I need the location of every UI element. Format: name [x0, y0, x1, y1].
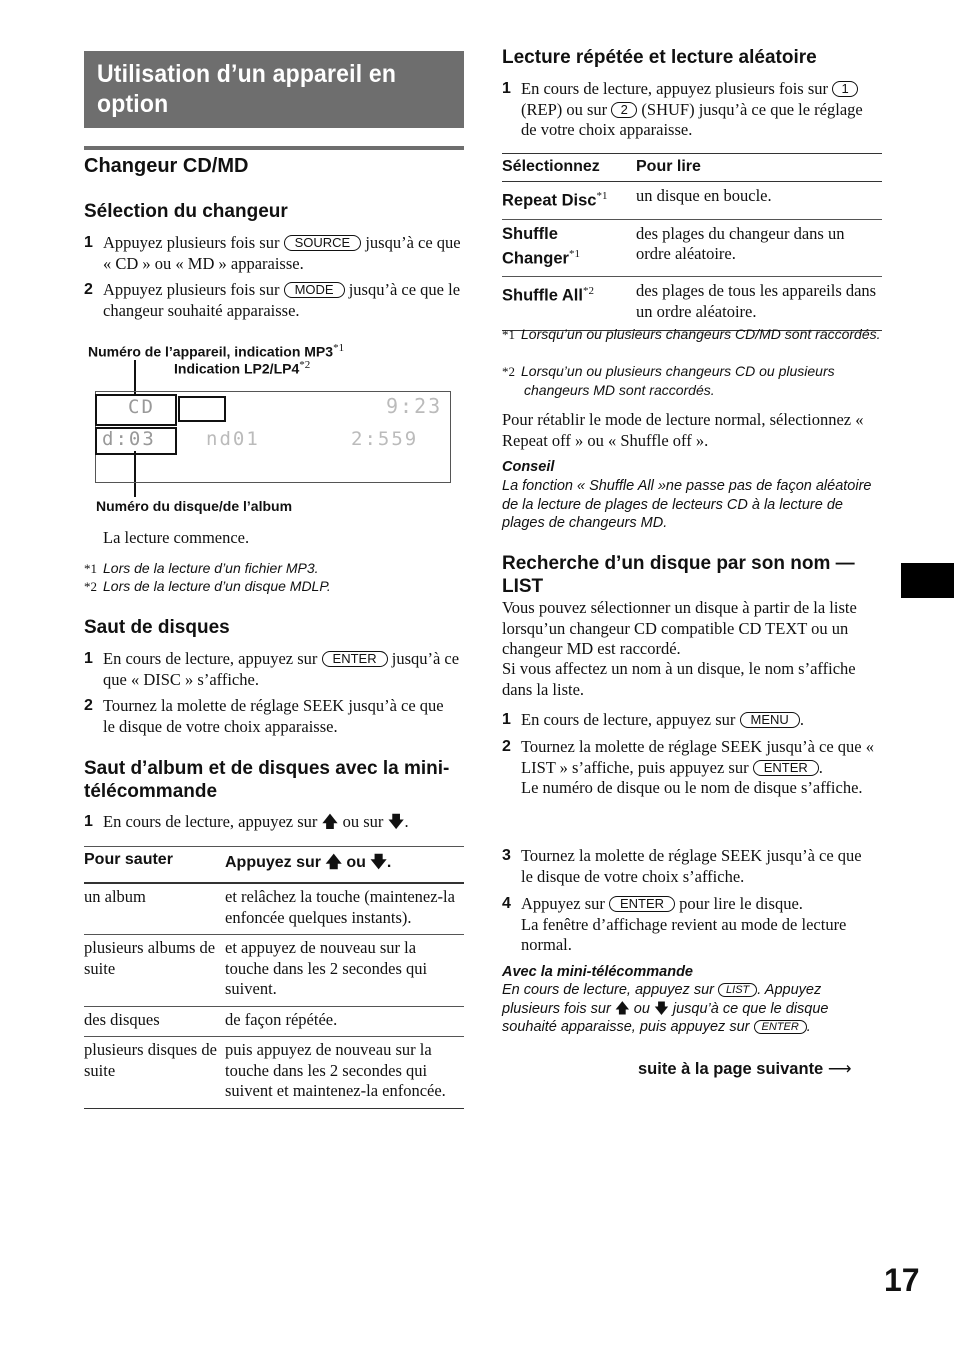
continued-text: suite à la page suivante ⟶ — [638, 1060, 852, 1078]
enter-key: ENTER — [753, 760, 819, 776]
page-number: 17 — [884, 1262, 920, 1298]
footnote-mdlp: *2 Lors de la lecture d’un disque MDLP. — [84, 578, 331, 594]
key-2: 2 — [611, 102, 637, 118]
heading-repeat-shuffle: Lecture répétée et lecture aléatoire — [502, 47, 817, 68]
table-header-row: Sélectionnez Pour lire — [502, 154, 882, 182]
heading-saut-album: Saut d’album et de disques avec la mini-télécommande — [84, 758, 450, 802]
arrow-up-icon: 🡅 — [614, 1000, 630, 1017]
playback-starts-text: La lecture commence. — [103, 528, 250, 547]
tip-heading: Conseil — [502, 459, 555, 475]
source-key: SOURCE — [284, 235, 362, 251]
heading-selection: Sélection du changeur — [84, 201, 288, 222]
lcd-lp-box — [178, 396, 226, 422]
arrow-down-icon: 🡇 — [370, 854, 387, 871]
lcd-label-lp: Indication LP2/LP4$^{*2}$ — [174, 359, 311, 377]
arrow-up-icon: 🡅 — [321, 812, 339, 831]
lcd-source: CD — [128, 396, 155, 418]
normal-mode-text: Pour rétablir le mode de lecture normal, sélectionnez « Repeat off » ou « Shuffle off ». — [502, 410, 864, 450]
leader-line — [134, 360, 136, 394]
lcd-label-disc-number: Numéro du disque/de l’album — [96, 498, 293, 514]
table-header-row: Pour sauter Appuyez sur 🡅 ou 🡇. — [84, 847, 464, 884]
remote-heading: Avec la mini-télécommande — [502, 964, 693, 980]
enter-key: ENTER — [609, 896, 675, 912]
chapter-tab-marker — [901, 563, 954, 598]
arrow-down-icon: 🡇 — [653, 1000, 669, 1017]
menu-key: MENU — [740, 712, 800, 728]
list-key: LIST — [718, 983, 757, 997]
table-row: plusieurs albums de suite et appuyez de nouveau sur la touche dans les 2 secondes qui suivent. — [84, 935, 464, 1007]
mode-key: MODE — [284, 282, 345, 298]
enter-key: ENTER — [322, 651, 388, 667]
lcd-disc: d:03 — [102, 428, 156, 450]
table-row: un album et relâchez la touche (maintenez-la enfoncée quelques instants). — [84, 883, 464, 935]
table-row: des disques de façon répétée. — [84, 1006, 464, 1037]
arrow-down-icon: 🡇 — [387, 812, 405, 831]
album-skip-table — [84, 846, 464, 1109]
chapter-title-box — [84, 51, 464, 128]
tip-text: La fonction « Shuffle All »ne passe pas de façon aléatoire de la lecture de plages de lecteurs CD à la lecture de plages de changeurs MD. — [502, 478, 872, 531]
repeat-shuffle-table — [502, 153, 882, 331]
section-heading-cdmd: Changeur CD/MD — [84, 155, 249, 177]
list-intro: Vous pouvez sélectionner un disque à partir de la liste lorsqu’un changeur CD compatible CD TEXT ou un changeur MD est raccordé. — [502, 598, 857, 658]
table-row: Shuffle All$^{*2}$ des plages de tous les appareils dans un ordre aléatoire. — [502, 277, 882, 331]
lcd-clock: 9:23 — [386, 394, 443, 418]
arrow-up-icon: 🡅 — [325, 854, 342, 871]
table-row: Repeat Disc$^{*1}$ un disque en boucle. — [502, 182, 882, 220]
lcd-label-unit-number: Numéro de l’appareil, indication MP3$^{*1}$ — [88, 342, 345, 360]
heading-saut-disques: Saut de disques — [84, 617, 230, 638]
remote-text: En cours de lecture, appuyez sur LIST . Appuyez plusieurs fois sur 🡅 ou 🡇 jusqu’à ce que le disque souhaité apparaisse, puis appuyez sur ENTER . — [502, 982, 829, 1035]
chapter-title: Utilisation d’un appareil en option — [97, 60, 397, 118]
table-row: Shuffle Changer$^{*1}$ des plages du changeur dans un ordre aléatoire. — [502, 219, 882, 277]
lcd-display — [95, 391, 451, 483]
table-row: plusieurs disques de suite puis appuyez de nouveau sur la touche dans les 2 secondes qui suivent et maintenez-la enfoncée. — [84, 1037, 464, 1109]
heading-list: Recherche d’un disque par son nom — LIST — [502, 553, 855, 597]
lcd-time: 2:559 — [351, 428, 419, 450]
key-1: 1 — [832, 81, 858, 97]
enter-key: ENTER — [754, 1020, 807, 1034]
lcd-track: nd01 — [206, 428, 260, 450]
footnote-cdmd: *1 Lorsqu’un ou plusieurs changeurs CD/MD sont raccordés. — [502, 326, 881, 342]
footnote-mp3: *1 Lors de la lecture d’un fichier MP3. — [84, 560, 319, 576]
section-rule — [84, 146, 464, 150]
list-intro-2: Si vous affectez un nom à un disque, le nom s’affiche dans la liste. — [502, 659, 856, 699]
footnote-cd-or-md: *2 Lorsqu’un ou plusieurs changeurs CD ou plusieurs changeurs MD sont raccordés. — [502, 363, 835, 398]
arrow-right-icon: ⟶ — [827, 1060, 852, 1078]
